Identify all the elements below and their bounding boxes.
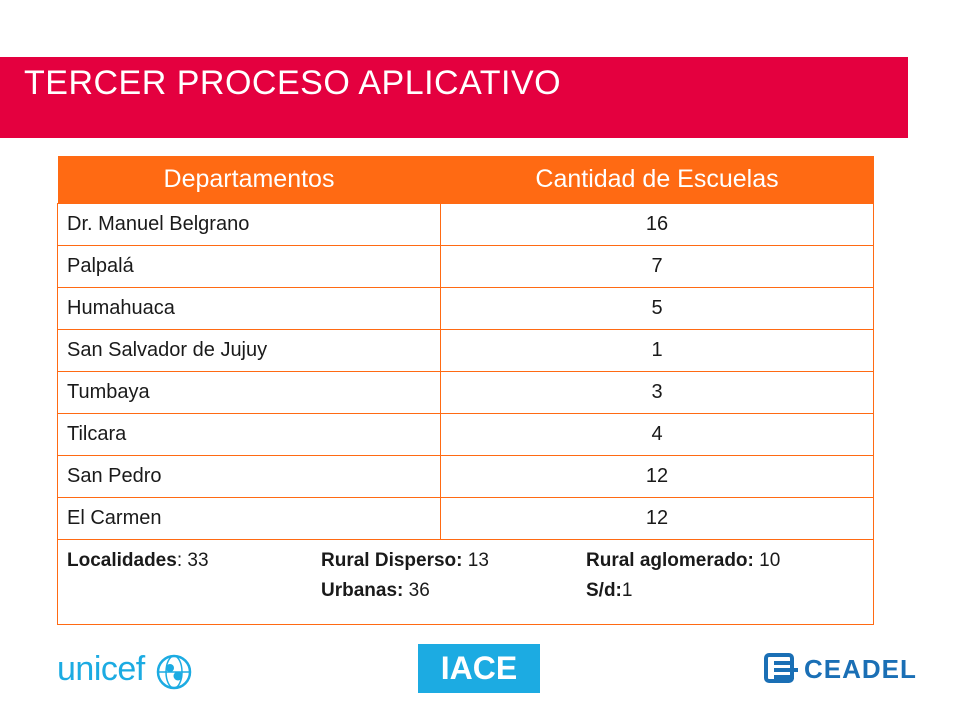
ceadel-logo: [764, 649, 917, 689]
urbanas-label: Urbanas:: [321, 580, 404, 601]
summary-cell: [58, 540, 874, 625]
cell-escuelas: 16: [441, 204, 874, 246]
cell-departamento: Tilcara: [58, 414, 441, 456]
ceadel-mark-icon: [764, 651, 800, 687]
urbanas-value: 36: [403, 580, 430, 601]
rural-aglomerado-value: 10: [753, 550, 781, 571]
summary-line-2: [67, 576, 863, 606]
unicef-globe-icon: [155, 653, 193, 691]
cell-departamento: Palpalá: [58, 246, 441, 288]
iace-logo: IACE: [418, 644, 540, 693]
table-row: [58, 288, 874, 330]
cell-departamento: Tumbaya: [58, 372, 441, 414]
cell-departamento: San Salvador de Jujuy: [58, 330, 441, 372]
summary-spacer: [67, 576, 321, 606]
cell-escuelas: 12: [441, 456, 874, 498]
cell-departamento: San Pedro: [58, 456, 441, 498]
summary-line-1: [67, 546, 863, 576]
cell-escuelas: 12: [441, 498, 874, 540]
summary-sd: [586, 576, 632, 606]
cell-escuelas: 7: [441, 246, 874, 288]
table-row: [58, 372, 874, 414]
page-title: TERCER PROCESO APLICATIVO: [24, 64, 562, 102]
table-row: [58, 498, 874, 540]
table-row: [58, 204, 874, 246]
unicef-logo: unicef: [57, 650, 145, 688]
schools-table: [57, 156, 874, 625]
summary-rural-aglomerado: [586, 546, 780, 576]
localidades-value: : 33: [176, 550, 209, 571]
summary-localidades: [67, 546, 321, 576]
summary-urbanas: [321, 576, 586, 606]
cell-escuelas: 1: [441, 330, 874, 372]
table-row: [58, 414, 874, 456]
summary-row: [58, 540, 874, 625]
sd-label: S/d:: [586, 580, 622, 601]
rural-disperso-value: 13: [462, 550, 489, 571]
header-cantidad-escuelas: Cantidad de Escuelas: [441, 156, 874, 204]
cell-departamento: Humahuaca: [58, 288, 441, 330]
table-row: [58, 456, 874, 498]
summary-rural-disperso: [321, 546, 586, 576]
rural-disperso-label: Rural Disperso:: [321, 550, 463, 571]
ceadel-text: CEADEL: [804, 653, 917, 684]
table-header-row: [58, 156, 874, 204]
cell-escuelas: 3: [441, 372, 874, 414]
rural-aglomerado-label: Rural aglomerado:: [586, 550, 754, 571]
cell-escuelas: 5: [441, 288, 874, 330]
header-departamentos: Departamentos: [58, 156, 441, 204]
localidades-label: Localidades: [67, 550, 177, 571]
cell-escuelas: 4: [441, 414, 874, 456]
cell-departamento: El Carmen: [58, 498, 441, 540]
schools-table-container: [57, 156, 874, 625]
cell-departamento: Dr. Manuel Belgrano: [58, 204, 441, 246]
sd-value: 1: [621, 580, 633, 601]
table-row: [58, 330, 874, 372]
table-row: [58, 246, 874, 288]
